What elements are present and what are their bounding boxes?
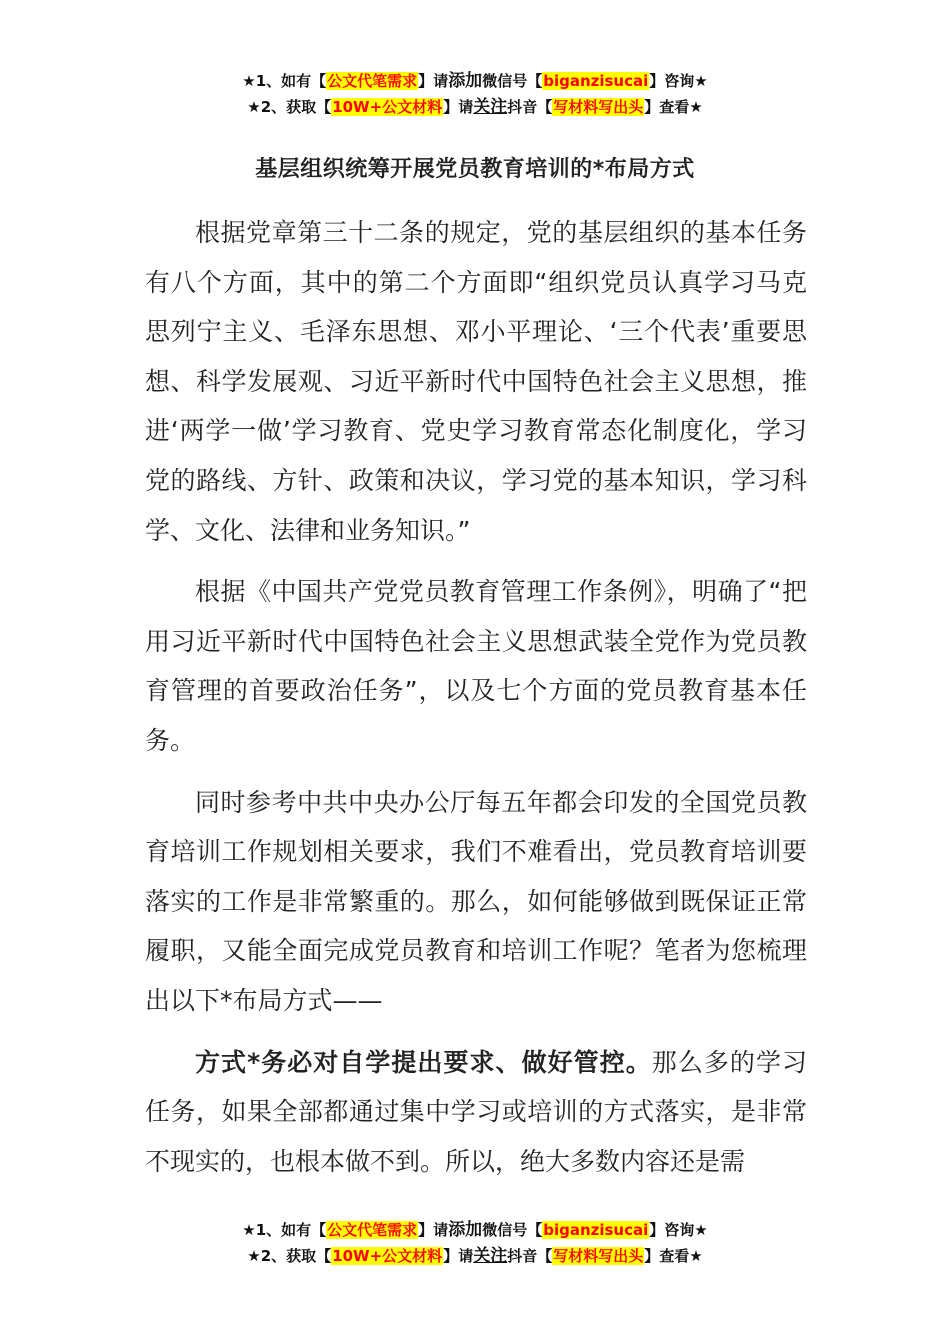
banner-emphasis: 添加 (448, 1220, 483, 1240)
banner-emphasis: 添加 (448, 71, 483, 91)
star-icon: ★ (242, 72, 256, 90)
highlight-wechat-id: biganzisucai (543, 72, 649, 90)
banner-emphasis: 关注 (473, 97, 508, 117)
banner-text: 】咨询★ (649, 72, 708, 90)
highlight-wechat-id: biganzisucai (543, 1221, 649, 1239)
highlight-service: 公文代笔需求 (327, 72, 418, 90)
banner-line-1 (0, 1217, 950, 1243)
highlight-douyin-id: 写材料写出头 (553, 1247, 644, 1265)
banner-text: 2、获取【 (260, 98, 332, 116)
star-icon: ★ (247, 1247, 261, 1265)
document-body (145, 208, 807, 1198)
highlight-materials: 10W+公文材料 (332, 1247, 443, 1265)
banner-line-1 (0, 68, 950, 94)
banner-line-2 (0, 1243, 950, 1269)
paragraph-4 (145, 1038, 807, 1187)
star-icon: ★ (242, 1221, 256, 1239)
banner-text: 微信号【 (482, 72, 543, 90)
banner-text: 】查看★ (644, 1247, 703, 1265)
highlight-materials: 10W+公文材料 (332, 98, 443, 116)
banner-text: 】查看★ (644, 98, 703, 116)
paragraph-2: 根据《中国共产党党员教育管理工作条例》，明确了“把用习近平新时代中国特色社会主义思想武装全党作为党员教育管理的首要政治任务”，以及七个方面的党员教育基本任务。 (145, 577, 807, 755)
banner-text: 1、如有【 (255, 72, 327, 90)
paragraph-1: 根据党章第三十二条的规定，党的基层组织的基本任务有八个方面，其中的第二个方面即“组织党员认真学习马克思列宁主义、毛泽东思想、邓小平理论、‘三个代表’重要思想、科学发展观、习近平新时代中国特色社会主义思想，推进‘两学一做’学习教育、党史学习教育常态化制度化，学习党的路线、方针、政策和决议，学习党的基本知识，学习科学、文化、法律和业务知识。” (145, 218, 807, 545)
document-title: 基层组织统筹开展党员教育培训的*布局方式 (255, 157, 695, 182)
banner-text: 1、如有【 (255, 1221, 327, 1239)
banner-emphasis: 关注 (473, 1246, 508, 1266)
highlight-douyin-id: 写材料写出头 (553, 98, 644, 116)
footer-banner (0, 1217, 950, 1269)
paragraph-4-lead: 方式*务必对自学提出要求、做好管控。 (195, 1047, 652, 1077)
banner-text: 】请 (418, 1221, 449, 1239)
banner-text: 抖音【 (507, 1247, 553, 1265)
banner-text: 】请 (418, 72, 449, 90)
banner-text: 2、获取【 (260, 1247, 332, 1265)
banner-text: 抖音【 (507, 98, 553, 116)
star-icon: ★ (247, 98, 261, 116)
paragraph-4-text: 那么多的学习任务，如果全部都通过集中学习或培训的方式落实，是非常不现实的，也根本做不到。所以，绝大多数内容还是需 (145, 1047, 807, 1176)
banner-text: 】咨询★ (649, 1221, 708, 1239)
paragraph-3: 同时参考中共中央办公厅每五年都会印发的全国党员教育培训工作规划相关要求，我们不难看出，党员教育培训要落实的工作是非常繁重的。那么，如何能够做到既保证正常履职，又能全面完成党员教育和培训工作呢？笔者为您梳理出以下*布局方式—— (145, 787, 807, 1015)
highlight-service: 公文代笔需求 (327, 1221, 418, 1239)
banner-line-2 (0, 94, 950, 120)
header-banner (0, 68, 950, 120)
banner-text: 】请 (443, 98, 474, 116)
banner-text: 微信号【 (482, 1221, 543, 1239)
banner-text: 】请 (443, 1247, 474, 1265)
